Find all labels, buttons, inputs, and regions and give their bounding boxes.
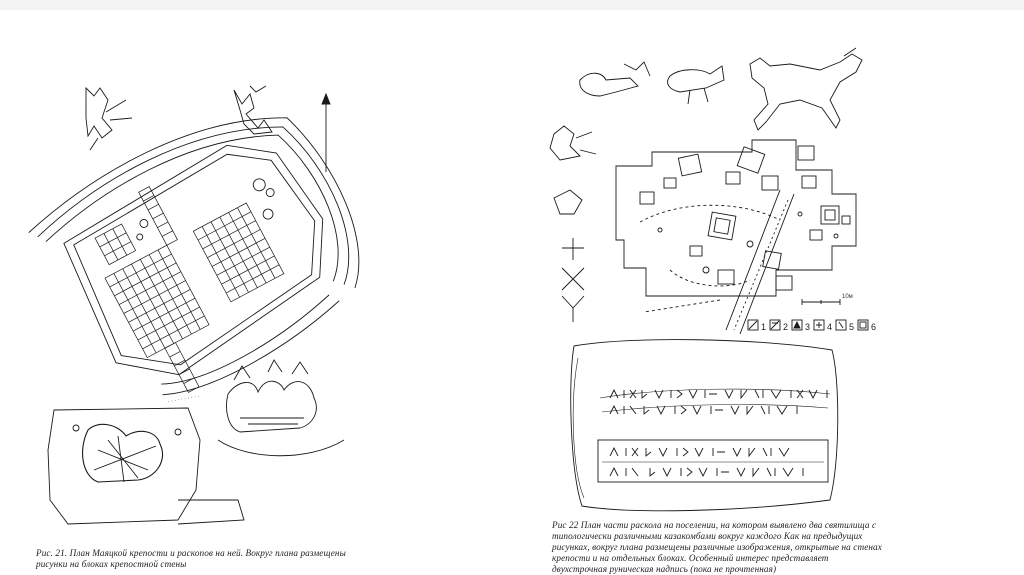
right-figure-caption	[552, 520, 882, 575]
fortress-plan-drawing	[28, 0, 368, 530]
right-page	[540, 0, 890, 574]
right-figure-label: Рис 22	[552, 520, 579, 530]
legend-number-1: 1	[761, 322, 767, 332]
legend-number-2: 2	[783, 322, 789, 332]
legend-number-3: 3	[805, 322, 811, 332]
left-figure-label: Рис. 21.	[36, 548, 68, 558]
left-figure-caption	[36, 548, 372, 570]
left-page	[28, 0, 368, 574]
legend-number-4: 4	[827, 322, 833, 332]
svg-text:. . . . . . . . . .: . . . . . . . . . .	[167, 392, 200, 404]
right-caption-text: План части раскола на поселении, на котором выявлено два святилища с типологически различными казакомбами вокруг каждого Как на предыдущих рисунках, вокруг плана размещены различные изображения, открытые на стенах крепости и на отдельных блоках. Особенный интерес представляет двухстрочная руническая надпись (пока не прочтенная)	[552, 520, 882, 574]
left-caption-text: План Маяцкой крепости и раскопов на ней. Вокруг плана размещены рисунки на блоках крепостной стены	[36, 548, 346, 569]
legend-number-5: 5	[849, 322, 855, 332]
scale-label: 10м	[842, 294, 853, 300]
settlement-plan-drawing	[540, 0, 890, 520]
legend-number-6: 6	[871, 322, 877, 332]
